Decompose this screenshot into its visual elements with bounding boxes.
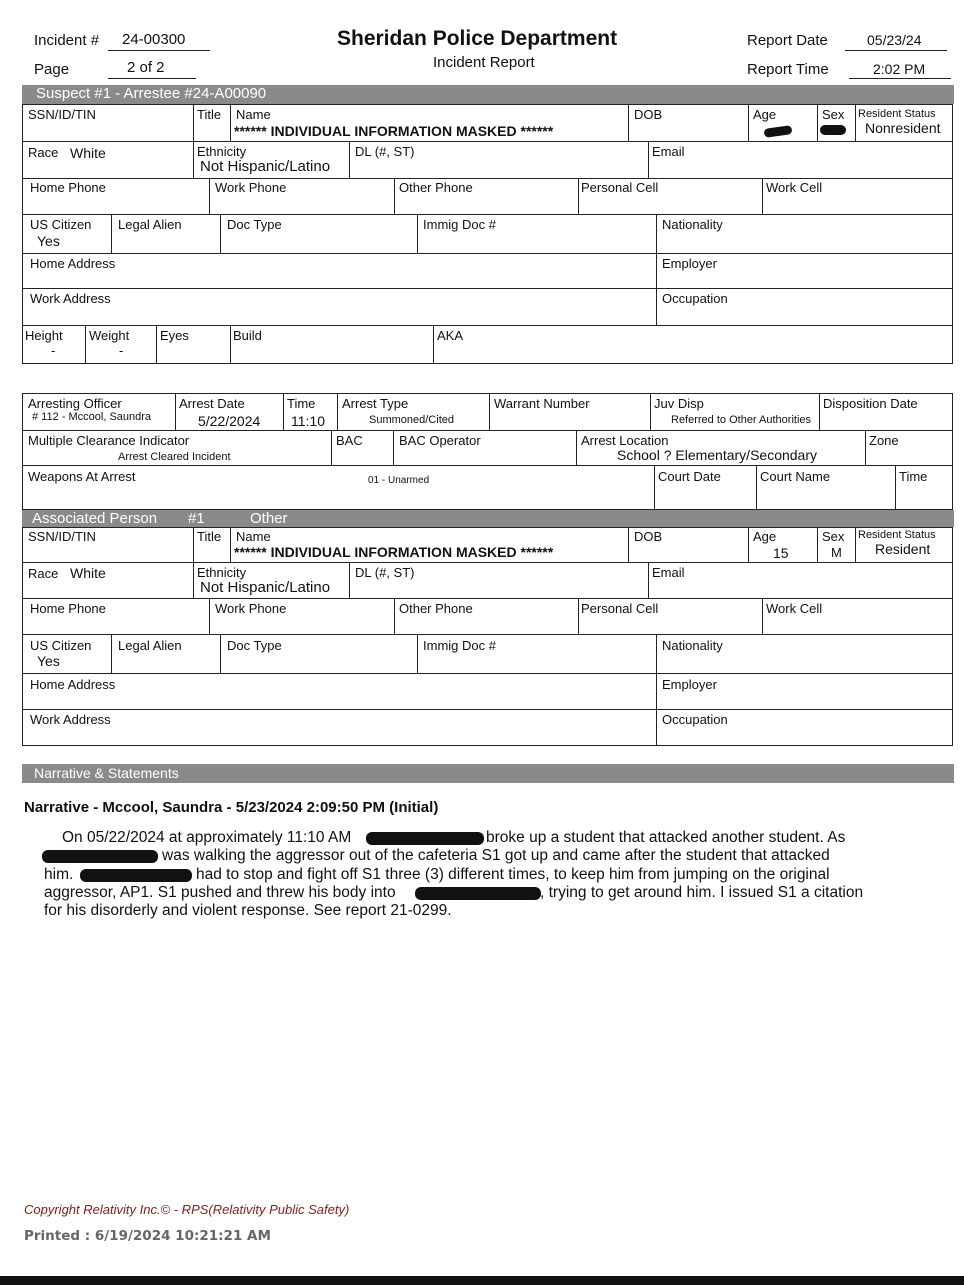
associated-dl-label: DL (#, ST) xyxy=(355,565,415,580)
arrest-time-label: Time xyxy=(287,396,316,411)
suspect-height: - xyxy=(51,343,56,358)
associated-occupation-label: Occupation xyxy=(662,712,728,727)
narrative-heading: Narrative - Mccool, Saundra - 5/23/2024 2:09:50 PM (Initial) xyxy=(24,799,439,816)
court-date-label: Court Date xyxy=(658,469,721,484)
associated-ethnicity-label: Ethnicity xyxy=(197,565,247,580)
arresting-officer: # 112 - Mccool, Saundra xyxy=(32,411,152,423)
court-time-label: Time xyxy=(899,469,928,484)
narrative-redaction-3 xyxy=(80,869,192,882)
suspect-ethnicity-label: Ethnicity xyxy=(197,144,247,159)
suspect-occupation-label: Occupation xyxy=(662,291,728,306)
narrative-redaction-4 xyxy=(415,887,541,900)
footer-copyright: Copyright Relativity Inc.© - RPS(Relativity Public Safety) xyxy=(24,1202,350,1217)
associated-section-label: Associated Person xyxy=(32,510,158,527)
arrest-location-label: Arrest Location xyxy=(581,433,669,448)
suspect-ssn-label: SSN/ID/TIN xyxy=(28,107,96,122)
suspect-doc-type-label: Doc Type xyxy=(227,217,282,232)
associated-section-number: #1 xyxy=(188,510,205,527)
juv-disp: Referred to Other Authorities xyxy=(671,414,812,426)
associated-age-label: Age xyxy=(753,529,777,544)
associated-home-address-label: Home Address xyxy=(30,677,116,692)
narrative-line-3a: him. xyxy=(44,866,74,883)
arrest-date: 5/22/2024 xyxy=(198,413,261,429)
suspect-work-phone-label: Work Phone xyxy=(215,180,287,195)
suspect-us-citizen-label: US Citizen xyxy=(30,217,92,232)
suspect-ethnicity: Not Hispanic/Latino xyxy=(200,158,331,175)
suspect-age-label: Age xyxy=(753,107,777,122)
suspect-sex-redaction xyxy=(820,125,846,135)
associated-employer-label: Employer xyxy=(662,677,717,692)
disposition-date-label: Disposition Date xyxy=(823,396,918,411)
weapons-label: Weapons At Arrest xyxy=(28,469,136,484)
bottom-edge-bar xyxy=(0,1276,964,1285)
suspect-title-label: Title xyxy=(197,107,222,122)
arrest-type-label: Arrest Type xyxy=(342,396,409,411)
suspect-race: White xyxy=(70,145,106,161)
bac-label: BAC xyxy=(336,433,363,448)
narrative-redaction-2 xyxy=(42,850,158,863)
associated-title-label: Title xyxy=(197,529,222,544)
arrest-location: School ? Elementary/Secondary xyxy=(617,447,817,463)
associated-name-masked: ****** INDIVIDUAL INFORMATION MASKED ****** xyxy=(234,544,554,560)
associated-nationality-label: Nationality xyxy=(662,638,723,653)
associated-personal-cell-label: Personal Cell xyxy=(581,601,659,616)
suspect-immig-doc-label: Immig Doc # xyxy=(423,217,496,232)
report-type: Incident Report xyxy=(433,54,535,71)
associated-sex: M xyxy=(831,545,842,560)
narrative-line-1b: broke up a student that attacked another student. As xyxy=(486,829,846,846)
associated-work-cell-label: Work Cell xyxy=(766,601,823,616)
incident-underline xyxy=(108,50,210,51)
report-time-label: Report Time xyxy=(747,61,829,78)
associated-section-bar xyxy=(22,510,954,527)
page-label: Page xyxy=(34,61,70,78)
footer-printed: Printed : 6/19/2024 10:21:21 AM xyxy=(24,1228,271,1244)
suspect-work-cell-label: Work Cell xyxy=(766,180,823,195)
suspect-other-phone-label: Other Phone xyxy=(399,180,473,195)
suspect-aka-label: AKA xyxy=(437,328,464,343)
associated-immig-doc-label: Immig Doc # xyxy=(423,638,496,653)
suspect-resident-status-label: Resident Status xyxy=(858,108,936,120)
arrest-time: 11:10 xyxy=(291,413,325,429)
court-name-label: Court Name xyxy=(760,469,831,484)
narrative-line-5: for his disorderly and violent response. See report 21-0299. xyxy=(44,902,452,919)
suspect-height-label: Height xyxy=(25,328,63,343)
associated-legal-alien-label: Legal Alien xyxy=(118,638,182,653)
associated-email-label: Email xyxy=(652,565,685,580)
report-time-underline xyxy=(849,78,951,79)
narrative-line-2: was walking the aggressor out of the cafeteria S1 got up and came after the student that attacked xyxy=(162,847,830,864)
associated-other-phone-label: Other Phone xyxy=(399,601,473,616)
suspect-name-masked: ****** INDIVIDUAL INFORMATION MASKED ****** xyxy=(234,123,554,139)
narrative-redaction-1 xyxy=(366,832,484,845)
associated-sex-label: Sex xyxy=(822,529,845,544)
suspect-legal-alien-label: Legal Alien xyxy=(118,217,182,232)
suspect-resident-status: Nonresident xyxy=(865,120,941,136)
incident-number: 24-00300 xyxy=(122,31,186,48)
mci-label: Multiple Clearance Indicator xyxy=(28,433,190,448)
suspect-us-citizen: Yes xyxy=(37,233,60,249)
suspect-email-label: Email xyxy=(652,144,685,159)
associated-name-label: Name xyxy=(236,529,271,544)
narrative-line-4a: aggressor, AP1. S1 pushed and threw his body into xyxy=(44,884,396,901)
page-underline xyxy=(108,78,196,79)
associated-work-phone-label: Work Phone xyxy=(215,601,287,616)
associated-age: 15 xyxy=(773,545,789,561)
suspect-nationality-label: Nationality xyxy=(662,217,723,232)
associated-work-address-label: Work Address xyxy=(30,712,111,727)
suspect-home-address-label: Home Address xyxy=(30,256,116,271)
department-title: Sheridan Police Department xyxy=(337,27,618,50)
incident-label: Incident # xyxy=(34,32,100,49)
suspect-weight: - xyxy=(119,343,124,358)
suspect-race-label: Race xyxy=(28,145,59,160)
associated-us-citizen: Yes xyxy=(37,653,60,669)
suspect-sex-label: Sex xyxy=(822,107,845,122)
suspect-build-label: Build xyxy=(233,328,262,343)
suspect-home-phone-label: Home Phone xyxy=(30,180,106,195)
suspect-work-address-label: Work Address xyxy=(30,291,111,306)
associated-ssn-label: SSN/ID/TIN xyxy=(28,529,96,544)
associated-dob-label: DOB xyxy=(634,529,663,544)
associated-resident-status: Resident xyxy=(875,541,931,557)
report-date-label: Report Date xyxy=(747,32,828,49)
suspect-dl-label: DL (#, ST) xyxy=(355,144,415,159)
associated-race-label: Race xyxy=(28,566,59,581)
associated-ethnicity: Not Hispanic/Latino xyxy=(200,579,331,596)
juv-disp-label: Juv Disp xyxy=(654,396,704,411)
report-time: 2:02 PM xyxy=(873,61,926,77)
associated-us-citizen-label: US Citizen xyxy=(30,638,92,653)
weapons-value: 01 - Unarmed xyxy=(368,475,430,486)
narrative-line-4b: , trying to get around him. I issued S1 a citation xyxy=(540,884,864,901)
suspect-eyes-label: Eyes xyxy=(160,328,189,343)
page-number: 2 of 2 xyxy=(127,59,165,76)
suspect-weight-label: Weight xyxy=(89,328,130,343)
arrest-type: Summoned/Cited xyxy=(369,414,454,426)
narrative-line-3b: had to stop and fight off S1 three (3) different times, to keep him from jumping on the original xyxy=(196,866,830,883)
zone-label: Zone xyxy=(869,433,899,448)
associated-home-phone-label: Home Phone xyxy=(30,601,106,616)
suspect-employer-label: Employer xyxy=(662,256,717,271)
report-date-underline xyxy=(845,50,947,51)
narrative-line-1a: On 05/22/2024 at approximately 11:10 AM xyxy=(62,829,352,846)
suspect-name-label: Name xyxy=(236,107,271,122)
arresting-officer-label: Arresting Officer xyxy=(28,396,122,411)
suspect-dob-label: DOB xyxy=(634,107,663,122)
mci-value: Arrest Cleared Incident xyxy=(118,451,231,463)
suspect-personal-cell-label: Personal Cell xyxy=(581,180,659,195)
associated-resident-status-label: Resident Status xyxy=(858,529,936,541)
suspect-section-bar: Suspect #1 - Arrestee #24-A00090 xyxy=(22,85,954,104)
warrant-number-label: Warrant Number xyxy=(494,396,590,411)
narrative-section-bar: Narrative & Statements xyxy=(22,764,954,783)
report-date: 05/23/24 xyxy=(867,32,922,48)
associated-section-role: Other xyxy=(250,510,288,527)
associated-doc-type-label: Doc Type xyxy=(227,638,282,653)
arrest-date-label: Arrest Date xyxy=(179,396,245,411)
associated-race: White xyxy=(70,565,106,581)
bac-operator-label: BAC Operator xyxy=(399,433,481,448)
